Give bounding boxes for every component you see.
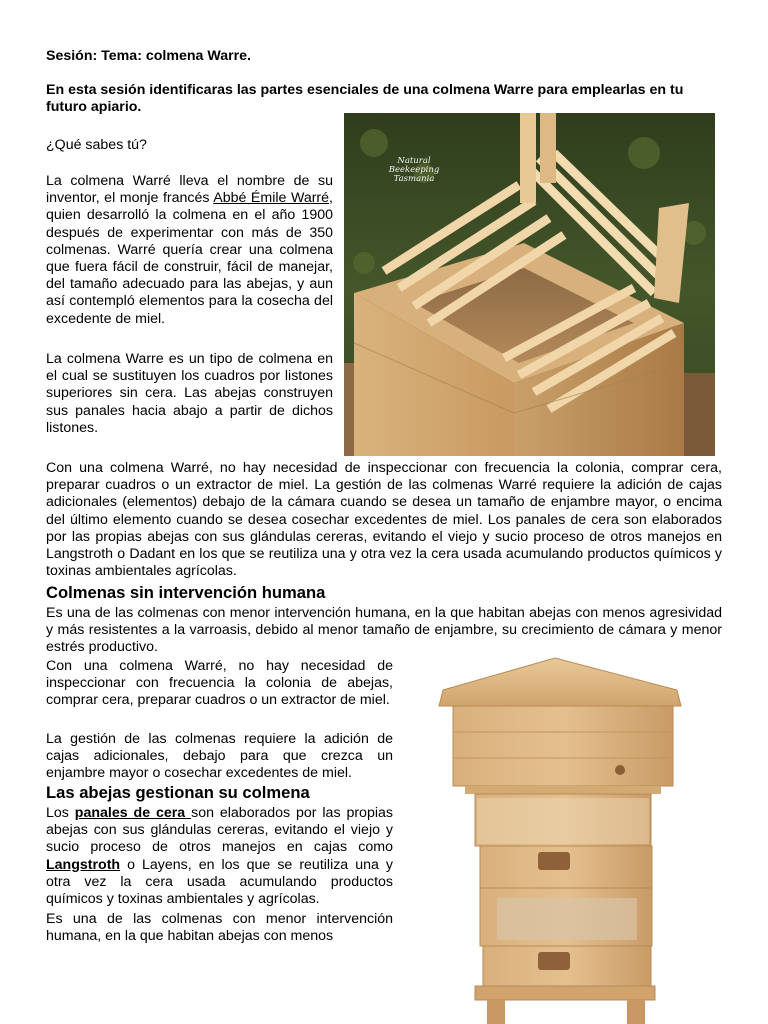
- heading-no-human-intervention: Colmenas sin intervención humana: [46, 583, 326, 602]
- paragraph-warre-origin: [46, 173, 333, 328]
- intro-text: En esta sesión identificaras las partes esenciales de una colmena Warre para emplearlas en tu futuro apiario.: [46, 82, 684, 116]
- abbe-emile-warre-link[interactable]: Abbé Émile Warré: [213, 190, 330, 207]
- paragraph-wax-combs-mid: son elaborados por las propias abejas con sus glándulas cereras, evitando el viejo y sucio proceso de otros manejos en cajas como: [46, 805, 393, 856]
- watermark-line-1: Natural: [397, 156, 431, 166]
- heading-bees-manage-hive: Las abejas gestionan su colmena: [46, 783, 310, 802]
- panales-de-cera-link[interactable]: panales de cera: [74, 805, 192, 821]
- warre-hive-windows-image: [405, 650, 715, 1024]
- paragraph-warre-management: Con una colmena Warré, no hay necesidad de inspeccionar con frecuencia la colonia, comprar cera, preparar cuadros o un extractor de miel. La gestión de las colmenas Warré requiere la adición de cajas adicionales (elementos) debajo de la cámara cuando se desea un tamaño de enjambre mayor, o encima del último elemento cuando se desea cosechar excedentes de miel. Los panales de cera son elaborados por las propias abejas con sus glándulas cereras, evitando el viejo y sucio proceso de otros manejos en Langstroth o Dadant en los que se reutiliza una y otra vez la cera usada acumulando productos químicos y toxinas ambientales agrícolas.: [46, 460, 722, 580]
- paragraph-warre-origin-end: , quien desarrolló la colmena en el año 1900 después de experimentar con más de 350 colmenas. Warré quería crear una colmena que fuera fácil de construir, fácil de manejar, del tamaño adecuado para las abejas, y aun así contempló elementos para la cosecha del excedente de miel.: [46, 190, 333, 327]
- paragraph-less-intervention-repeat: Es una de las colmenas con menor intervención humana, en la que habitan abejas con menos: [46, 911, 393, 945]
- watermark-line-3: Tasmania: [393, 174, 435, 184]
- paragraph-no-inspection: Con una colmena Warré, no hay necesidad de inspeccionar con frecuencia la colonia de abejas, comprar cera, preparar cuadros o un extractor de miel.: [46, 658, 393, 709]
- warre-hive-top-bars-image: [344, 113, 715, 456]
- paragraph-additional-boxes: La gestión de las colmenas requiere la adición de cajas adicionales, debajo para que crezca un enjambre mayor o cosechar excedentes de miel.: [46, 731, 393, 782]
- paragraph-warre-description: La colmena Warre es un tipo de colmena en el cual se sustituyen los cuadros por listones superiores sin cera. Las abejas construyen sus panales hacia abajo a partir de dichos listones.: [46, 351, 333, 436]
- langstroth-link[interactable]: Langstroth: [46, 856, 121, 873]
- watermark-line-2: Beekeeping: [388, 165, 440, 175]
- question-text: ¿Qué sabes tú?: [46, 137, 147, 153]
- paragraph-wax-combs-post: o Layens, en los que se reutiliza una y otra vez la cera usada acumulando productos químicos y toxinas ambientales y agrícolas.: [46, 856, 393, 908]
- paragraph-less-intervention: Es una de las colmenas con menor intervención humana, en la que habitan abejas con menos agresividad y más resistentes a la varroasis, debido al menor tamaño de enjambre, su crecimiento de cámara y menor estrés productivo.: [46, 605, 722, 656]
- paragraph-warre-origin-start: La colmena Warré lleva el nombre de su inventor, el monje francés: [46, 173, 333, 207]
- watermark-text: [388, 157, 440, 184]
- paragraph-wax-combs-pre: Los: [46, 805, 75, 821]
- session-title: Sesión: Tema: colmena Warre.: [46, 48, 251, 64]
- warre-hive-windows-drawing: [405, 650, 715, 1024]
- paragraph-wax-combs: [46, 805, 393, 908]
